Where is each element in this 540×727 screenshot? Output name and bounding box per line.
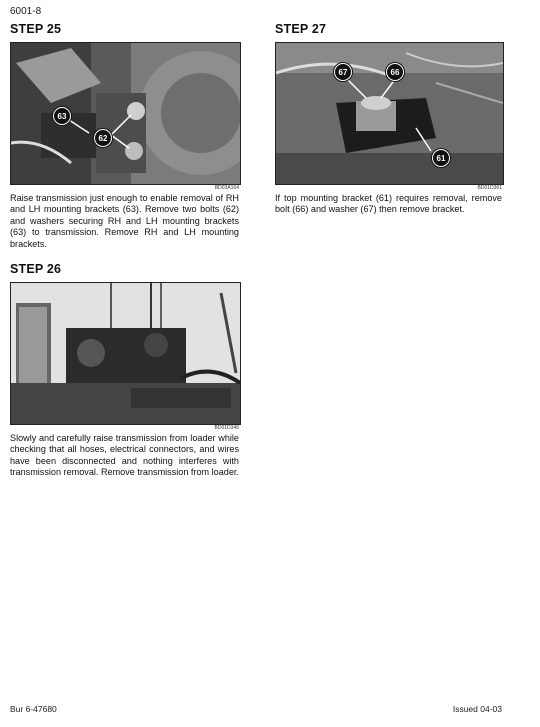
step-25-title: STEP 25 bbox=[10, 22, 62, 36]
footer-document-number: Bur 6-47680 bbox=[10, 704, 57, 714]
step-25-photo bbox=[10, 42, 241, 185]
callout-67: 67 bbox=[334, 63, 352, 81]
step-25-figure-id: BD03A164 bbox=[214, 185, 239, 191]
step-26-title: STEP 26 bbox=[10, 262, 62, 276]
callout-62: 62 bbox=[94, 129, 112, 147]
step-26-text: Slowly and carefully raise transmission from loader while checking that all hoses, electrical connectors, and wires have been disconnected and nothing interferes with transmission removal. Remove transmission from loader. bbox=[10, 433, 239, 478]
step-27-figure-id: BD01D361 bbox=[477, 185, 502, 191]
step-27-text: If top mounting bracket (61) requires removal, remove bolt (66) and washer (67) then remove bracket. bbox=[275, 193, 502, 215]
step-26-photo bbox=[10, 282, 241, 425]
callout-63: 63 bbox=[53, 107, 71, 125]
step-27-title: STEP 27 bbox=[275, 22, 327, 36]
callout-61: 61 bbox=[432, 149, 450, 167]
step-25-illustration bbox=[11, 43, 240, 184]
step-26-illustration bbox=[11, 283, 240, 424]
footer-issue-date: Issued 04-03 bbox=[452, 704, 502, 714]
callout-66: 66 bbox=[386, 63, 404, 81]
step-27-photo bbox=[275, 42, 504, 185]
step-25-text: Raise transmission just enough to enable removal of RH and LH mounting brackets (63). Remove two bolts (62) and washers securing RH and LH mounting brackets (63) to transmission. Remove RH and LH mounting brackets. bbox=[10, 193, 239, 249]
page-number: 6001-8 bbox=[10, 6, 42, 17]
step-26-figure-id: BD01D346 bbox=[214, 425, 239, 431]
